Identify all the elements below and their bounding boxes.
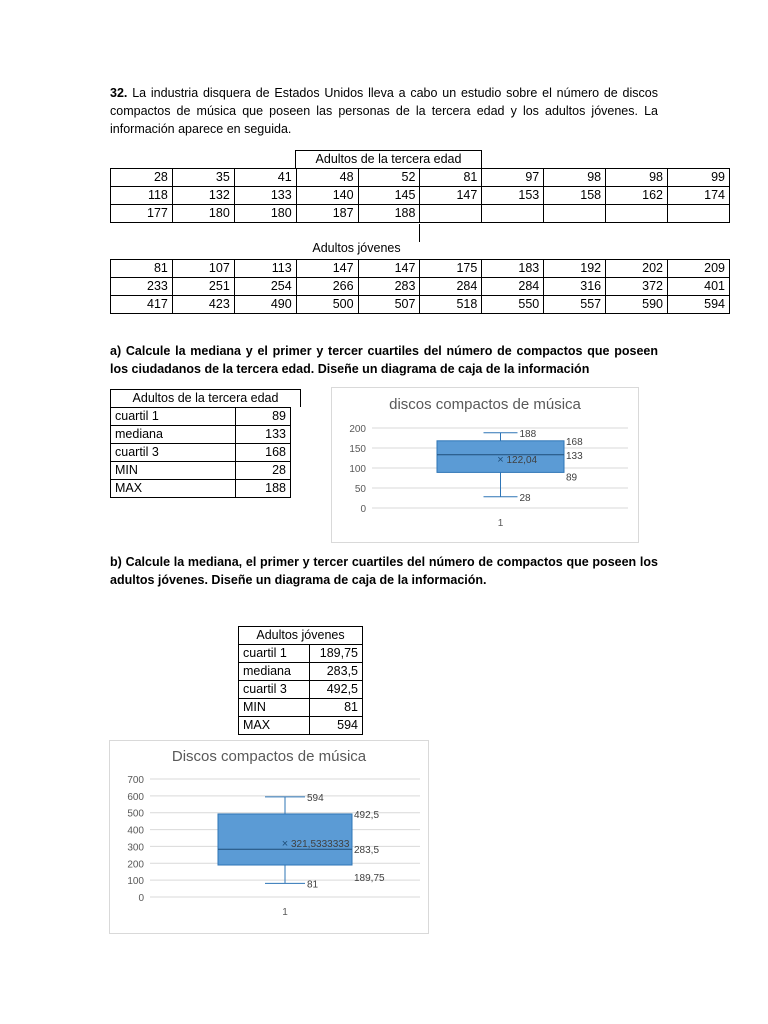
part-b-text: [110, 553, 658, 589]
summary-row: [239, 699, 363, 717]
table-cell: 202: [606, 260, 668, 278]
table-cell: 594: [668, 296, 730, 314]
table-cell: 266: [296, 278, 358, 296]
summary-row: [239, 663, 363, 681]
divider: [419, 224, 420, 242]
y-tick-label: 100: [349, 464, 366, 475]
table-cell: [668, 205, 730, 223]
table-cell: [606, 205, 668, 223]
summary-value: 28: [236, 462, 291, 480]
table-cell: 162: [606, 187, 668, 205]
table-cell: 133: [234, 187, 296, 205]
q1-label: 189,75: [354, 873, 385, 885]
summary-row: [111, 462, 291, 480]
table-cell: 518: [420, 296, 482, 314]
summary-value: 89: [236, 408, 291, 426]
table-cell: 251: [172, 278, 234, 296]
summary-value: 81: [310, 699, 363, 717]
min-label: 81: [307, 879, 319, 891]
mean-label: 321,5333333: [291, 838, 350, 850]
table-cell: 590: [606, 296, 668, 314]
table-row: [111, 260, 730, 278]
table-cell: 500: [296, 296, 358, 314]
part-b-label: b): [110, 555, 122, 569]
problem-statement: [110, 84, 658, 138]
summary-label: cuartil 1: [111, 408, 236, 426]
table-cell: 372: [606, 278, 668, 296]
mean-marker: ×: [497, 454, 504, 467]
summary-row: [239, 717, 363, 735]
table-cell: 81: [111, 260, 173, 278]
problem-text: La industria disquera de Estados Unidos lleva a cabo un estudio sobre el número de discos compactos de música que poseen las personas de la tercera edad y los adultos jóvenes. La información aparece en seguida.: [110, 86, 658, 136]
table-cell: 490: [234, 296, 296, 314]
summary-a-table: [110, 407, 291, 498]
table-cell: 145: [358, 187, 420, 205]
max-label: 594: [307, 792, 324, 804]
table-cell: 147: [420, 187, 482, 205]
table-cell: 81: [420, 169, 482, 187]
summary-row: [111, 426, 291, 444]
y-tick-label: 300: [127, 842, 144, 854]
summary-value: 492,5: [310, 681, 363, 699]
table-cell: 209: [668, 260, 730, 278]
table-cell: 174: [668, 187, 730, 205]
y-tick-label: 0: [138, 893, 144, 904]
summary-label: MAX: [239, 717, 310, 735]
max-label: 188: [519, 428, 537, 440]
table-cell: 284: [420, 278, 482, 296]
chart-a: [331, 387, 639, 543]
table-cell: 147: [296, 260, 358, 278]
table-cell: 52: [358, 169, 420, 187]
table-cell: 423: [172, 296, 234, 314]
chart-a-plot: [332, 418, 638, 542]
table-cell: 507: [358, 296, 420, 314]
table-cell: 254: [234, 278, 296, 296]
summary-value: 189,75: [310, 645, 363, 663]
summary-value: 168: [236, 444, 291, 462]
y-tick-label: 600: [127, 791, 144, 803]
y-tick-label: 50: [354, 484, 366, 495]
table-cell: 35: [172, 169, 234, 187]
y-tick-label: 200: [127, 859, 144, 871]
table-cell: 140: [296, 187, 358, 205]
summary-label: cuartil 3: [111, 444, 236, 462]
summary-a-header: Adultos de la tercera edad: [110, 389, 301, 407]
y-tick-label: 0: [360, 504, 366, 515]
q3-label: 492,5: [354, 809, 380, 821]
summary-value: 188: [236, 480, 291, 498]
table-elderly: [110, 168, 730, 223]
table-row: [111, 278, 730, 296]
table-cell: 316: [544, 278, 606, 296]
table-young: [110, 259, 730, 314]
table-cell: 177: [111, 205, 173, 223]
table-cell: 233: [111, 278, 173, 296]
y-tick-label: 400: [127, 825, 144, 837]
table-cell: 98: [606, 169, 668, 187]
summary-label: MAX: [111, 480, 236, 498]
table-cell: 41: [234, 169, 296, 187]
summary-value: 133: [236, 426, 291, 444]
summary-row: [111, 408, 291, 426]
median-label: 283,5: [354, 845, 380, 857]
mean-marker: ×: [281, 837, 289, 850]
summary-row: [111, 480, 291, 498]
part-a-label: a): [110, 344, 122, 358]
table-cell: 175: [420, 260, 482, 278]
table-cell: 284: [482, 278, 544, 296]
table-cell: 99: [668, 169, 730, 187]
table-cell: 153: [482, 187, 544, 205]
x-category-label: 1: [497, 518, 504, 529]
table-cell: 283: [358, 278, 420, 296]
part-b-question: Calcule la mediana, el primer y tercer cuartiles del número de compactos que poseen los adultos jóvenes. Diseñe un diagrama de caja de la información.: [110, 555, 658, 587]
table-row: [111, 205, 730, 223]
summary-label: MIN: [111, 462, 236, 480]
table-row: [111, 169, 730, 187]
min-label: 28: [519, 492, 531, 504]
table-cell: 180: [234, 205, 296, 223]
q3-label: 168: [566, 436, 583, 448]
y-tick-label: 200: [349, 424, 366, 435]
table-young-header: Adultos jóvenes: [312, 241, 401, 255]
summary-value: 283,5: [310, 663, 363, 681]
table-cell: 147: [358, 260, 420, 278]
chart-b-title: Discos compactos de música: [171, 748, 367, 765]
table-cell: 98: [544, 169, 606, 187]
summary-label: cuartil 1: [239, 645, 310, 663]
table-cell: 550: [482, 296, 544, 314]
summary-row: [111, 444, 291, 462]
table-cell: 132: [172, 187, 234, 205]
table-cell: 28: [111, 169, 173, 187]
chart-b: [109, 740, 429, 934]
table-cell: 183: [482, 260, 544, 278]
table-cell: 158: [544, 187, 606, 205]
table-cell: 401: [668, 278, 730, 296]
table-row: [111, 296, 730, 314]
problem-number: 32.: [110, 86, 128, 100]
summary-label: mediana: [239, 663, 310, 681]
y-tick-label: 150: [349, 444, 366, 455]
chart-a-title: discos compactos de música: [389, 396, 581, 413]
table-cell: [544, 205, 606, 223]
q1-label: 89: [566, 472, 578, 484]
summary-label: MIN: [239, 699, 310, 717]
table-cell: [420, 205, 482, 223]
table-cell: 48: [296, 169, 358, 187]
table-cell: 417: [111, 296, 173, 314]
table-cell: 188: [358, 205, 420, 223]
table-cell: 192: [544, 260, 606, 278]
table-cell: 118: [111, 187, 173, 205]
y-tick-label: 500: [127, 808, 144, 820]
table-cell: 557: [544, 296, 606, 314]
summary-b-header: Adultos jóvenes: [238, 626, 363, 644]
summary-value: 594: [310, 717, 363, 735]
table-cell: 187: [296, 205, 358, 223]
part-a-question: Calcule la mediana y el primer y tercer cuartiles del número de compactos que poseen los ciudadanos de la tercera edad. Diseñe un diagrama de caja de la información: [110, 344, 658, 376]
median-label: 133: [566, 450, 583, 462]
y-tick-label: 700: [127, 775, 144, 786]
table-cell: 97: [482, 169, 544, 187]
table-cell: [482, 205, 544, 223]
table-cell: 107: [172, 260, 234, 278]
x-category-label: 1: [282, 907, 288, 918]
table-row: [111, 187, 730, 205]
summary-row: [239, 681, 363, 699]
summary-b-table: [238, 644, 363, 735]
summary-label: cuartil 3: [239, 681, 310, 699]
table-cell: 180: [172, 205, 234, 223]
summary-label: mediana: [111, 426, 236, 444]
mean-label: 122,04: [506, 455, 538, 467]
chart-b-plot: [110, 769, 428, 933]
summary-row: [239, 645, 363, 663]
part-a-text: [110, 342, 658, 378]
table-elderly-header: Adultos de la tercera edad: [295, 150, 482, 168]
y-tick-label: 100: [127, 876, 144, 888]
table-cell: 113: [234, 260, 296, 278]
